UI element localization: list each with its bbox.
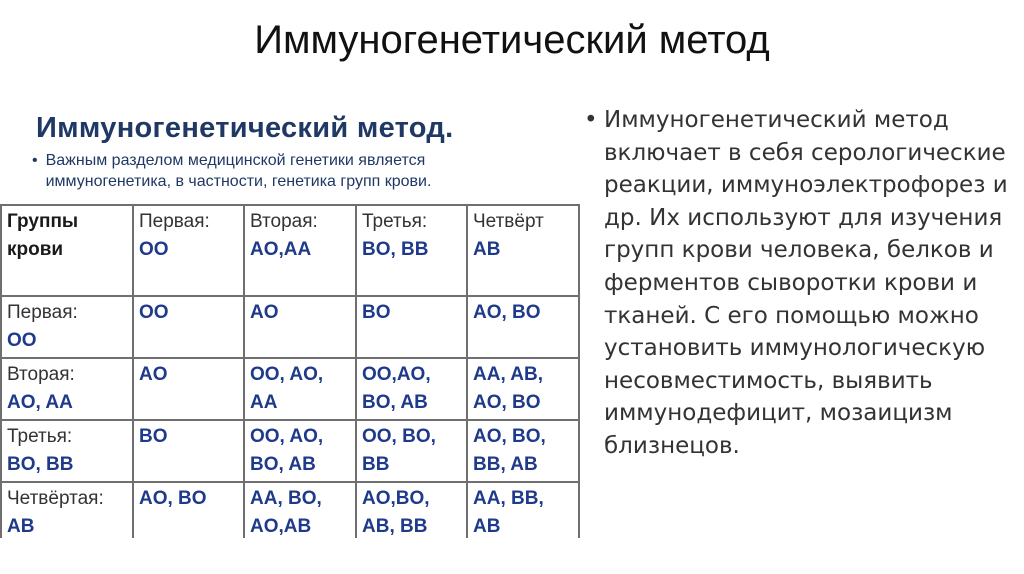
table-row: [1, 420, 579, 482]
table-cell: [467, 358, 579, 420]
column-header-4: [467, 205, 579, 296]
column-header-genotype: OO: [139, 239, 169, 260]
table-cell: [244, 482, 356, 538]
table-cell: [356, 358, 467, 420]
cell-genotypes: AO, BO, BB, AB: [473, 426, 546, 475]
cell-genotypes: OO: [139, 302, 169, 323]
cell-genotypes: AA, BO, AO,AB: [250, 488, 322, 537]
cell-genotypes: AA, AB, AO, BO: [473, 364, 544, 413]
row-header-genotype: AO, AA: [7, 392, 73, 413]
row-header-cell: [1, 358, 133, 420]
cell-genotypes: OO, AO, AA: [250, 364, 324, 413]
table-cell: [133, 358, 244, 420]
row-header-genotype: OO: [7, 330, 37, 351]
row-header-genotype: AB: [7, 516, 35, 537]
column-header-3: [356, 205, 467, 296]
cell-genotypes: BO: [139, 426, 168, 447]
bullet-dot-icon: •: [32, 152, 38, 169]
content-bullet-text: Иммуногенетический метод включает в себя серологические реакции, иммуноэлектрофорез и др. Их используют для изучения групп крови человека, белков и ферментов сыворотки крови и тканей. С его помощью можно установить иммунологическую несовместимость, выявить иммунодефицит, мозаицизм близнецов.: [604, 107, 1008, 459]
table-corner-cell: Группы крови: [1, 205, 133, 296]
table-cell: [244, 420, 356, 482]
table-cell: [467, 420, 579, 482]
cell-genotypes: AO, BO: [139, 488, 207, 509]
row-header-label: Первая:: [7, 302, 78, 323]
row-header-cell: [1, 482, 133, 538]
row-header-label: Вторая:: [7, 364, 75, 385]
row-header-genotype: BO, BB: [7, 454, 74, 475]
row-header-cell: [1, 296, 133, 358]
cell-genotypes: AO, BO: [473, 302, 541, 323]
table-row: [1, 296, 579, 358]
embedded-slide-image: [0, 108, 580, 538]
column-header-genotype: AB: [473, 239, 501, 260]
table-row: [1, 358, 579, 420]
column-header-label: Первая:: [139, 211, 210, 232]
column-header-1: [133, 205, 244, 296]
table-row: [1, 482, 579, 538]
cell-genotypes: OO,AO, BO, AB: [362, 364, 431, 413]
table-clip: [0, 204, 580, 538]
table-header-row: [1, 205, 579, 296]
cell-genotypes: AO,BO, AB, BB: [362, 488, 430, 537]
cell-genotypes: AO: [139, 364, 168, 385]
column-header-2: [244, 205, 356, 296]
column-header-label: Четвёрт: [473, 211, 544, 232]
table-cell: [133, 296, 244, 358]
content-bullet: [584, 104, 1014, 463]
table-cell: [244, 296, 356, 358]
table-cell: [133, 482, 244, 538]
table-cell: [356, 420, 467, 482]
row-header-cell: [1, 420, 133, 482]
bullet-dot-icon: •: [584, 107, 598, 133]
table-cell: [244, 358, 356, 420]
cell-genotypes: OO, AO, BO, AB: [250, 426, 324, 475]
cell-genotypes: BO: [362, 302, 391, 323]
table-cell: [467, 482, 579, 538]
table-cell: [133, 420, 244, 482]
blood-group-table: [0, 204, 580, 538]
panel-bullet-text: Важным разделом медицинской генетики является иммуногенетика, в частности, генетика групп крови.: [45, 152, 432, 190]
cell-genotypes: AO: [250, 302, 279, 323]
panel-heading: Иммуногенетический метод.: [36, 112, 454, 144]
row-header-label: Четвёртая:: [7, 488, 104, 509]
row-header-label: Третья:: [7, 426, 73, 447]
column-header-genotype: AO,AA: [250, 239, 312, 260]
column-header-genotype: BO, BB: [362, 239, 429, 260]
table-cell: [356, 296, 467, 358]
cell-genotypes: OO, BO, BB: [362, 426, 436, 475]
cell-genotypes: AA, BB, AB: [473, 488, 544, 537]
table-cell: [467, 296, 579, 358]
column-header-label: Третья:: [362, 211, 428, 232]
panel-bullet: [32, 150, 532, 192]
column-header-label: Вторая:: [250, 211, 318, 232]
table-cell: [356, 482, 467, 538]
slide-title: Иммуногенетический метод: [254, 18, 770, 62]
